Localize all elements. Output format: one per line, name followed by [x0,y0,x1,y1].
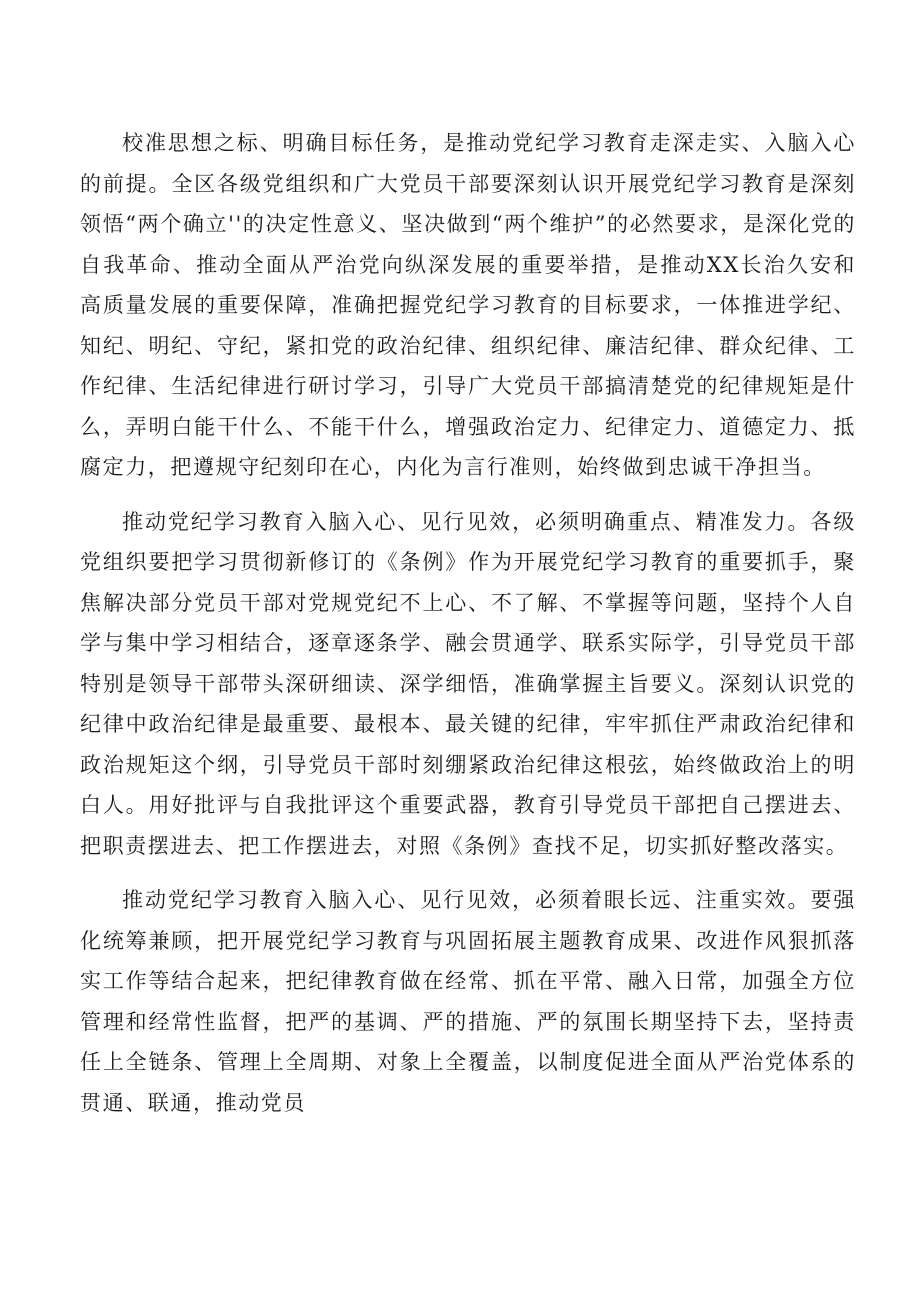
paragraph-2: 推动党纪学习教育入脑入心、见行见效，必须明确重点、精准发力。各级党组织要把学习贯彻新修订的《条例》作为开展党纪学习教育的重要抓手，聚焦解决部分党员干部对党规党纪不上心、不了解、不掌握等问题，坚持个人自学与集中学习相结合，逐章逐条学、融会贯通学、联系实际学，引导党员干部特别是领导干部带头深研细读、深学细悟，准确掌握主旨要义。深刻认识党的纪律中政治纪律是最重要、最根本、最关键的纪律，牢牢抓住严肃政治纪律和政治规矩这个纲，引导党员干部时刻绷紧政治纪律这根弦，始终做政治上的明白人。用好批评与自我批评这个重要武器，教育引导党员干部把自己摆进去、把职责摆进去、把工作摆进去，对照《条例》查找不足，切实抓好整改落实。 [80,509,856,858]
paragraph-1: 校准思想之标、明确目标任务，是推动党纪学习教育走深走实、入脑入心的前提。全区各级党组织和广大党员干部要深刻认识开展党纪学习教育是深刻领悟“两个确立''的决定性意义、坚决做到“两个维护”的必然要求，是深化党的自我革命、推动全面从严治党向纵深发展的重要举措，是推动XX长治久安和高质量发展的重要保障，准确把握党纪学习教育的目标要求，一体推进学纪、知纪、明纪、守纪，紧扣党的政治纪律、组织纪律、廉洁纪律、群众纪律、工作纪律、生活纪律进行研讨学习，引导广大党员干部搞清楚党的纪律规矩是什么，弄明白能干什么、不能干什么，增强政治定力、纪律定力、道德定力、抵腐定力，把遵规守纪刻印在心，内化为言行准则，始终做到忠诚干净担当。 [80,131,856,479]
paragraph-3: 推动党纪学习教育入脑入心、见行见效，必须着眼长远、注重实效。要强化统筹兼顾，把开展党纪学习教育与巩固拓展主题教育成果、改进作风狠抓落实工作等结合起来，把纪律教育做在经常、抓在平常、融入日常，加强全方位管理和经常性监督，把严的基调、严的措施、严的氛围长期坚持下去，坚持责任上全链条、管理上全周期、对象上全覆盖，以制度促进全面从严治党体系的贯通、联通，推动党员 [80,888,856,1115]
document-body [80,123,856,1123]
